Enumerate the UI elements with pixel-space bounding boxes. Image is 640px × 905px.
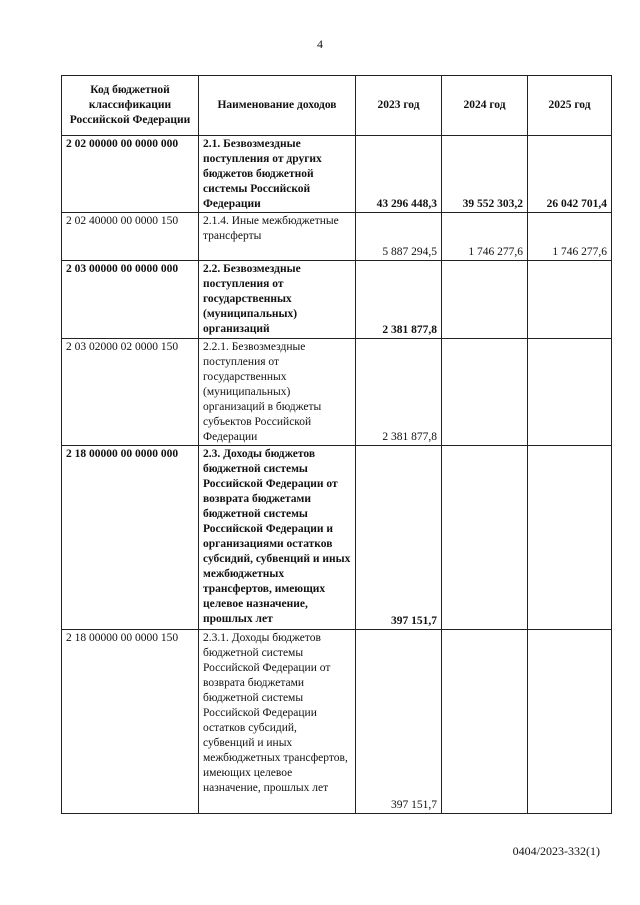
row-name: 2.2.1. Безвозмездные поступления от государственных (муниципальных) организаций в бюджеты субъектов Российской Федерации: [199, 339, 356, 446]
row-value-2025: [528, 339, 612, 446]
row-name: 2.3.1. Доходы бюджетов бюджетной системы Российской Федерации от возврата бюджетами бюджетной системы Российской Федерации остатков субсидий, субвенций и иных межбюджетных трансфертов, имеющих целевое назначение, прошлых лет: [199, 630, 356, 814]
table-row: [62, 136, 612, 213]
table-row: [62, 213, 612, 261]
row-value-2025: [528, 261, 612, 339]
row-value-2024: [442, 446, 528, 630]
row-value-2024: [442, 261, 528, 339]
header-2024: 2024 год: [442, 76, 528, 136]
row-value-2023: 397 151,7: [356, 446, 442, 630]
table-row: [62, 630, 612, 814]
table-row: [62, 446, 612, 630]
table-row: [62, 339, 612, 446]
row-value-2024: [442, 339, 528, 446]
row-value-2024: 39 552 303,2: [442, 136, 528, 213]
header-name: Наименование доходов: [199, 76, 356, 136]
row-name: 2.2. Безвозмездные поступления от государственных (муниципальных) организаций: [199, 261, 356, 339]
row-code: 2 18 00000 00 0000 000: [62, 446, 199, 630]
table-row: [62, 261, 612, 339]
table-header-row: [62, 76, 612, 136]
row-value-2023: 397 151,7: [356, 630, 442, 814]
revenue-table: [61, 75, 612, 814]
row-code: 2 18 00000 00 0000 150: [62, 630, 199, 814]
row-value-2023: 43 296 448,3: [356, 136, 442, 213]
row-code: 2 03 00000 00 0000 000: [62, 261, 199, 339]
row-value-2025: 1 746 277,6: [528, 213, 612, 261]
row-code: 2 02 00000 00 0000 000: [62, 136, 199, 213]
header-code: Код бюджетной классификации Российской Федерации: [62, 76, 199, 136]
header-2025: 2025 год: [528, 76, 612, 136]
row-code: 2 02 40000 00 0000 150: [62, 213, 199, 261]
row-value-2025: [528, 446, 612, 630]
row-name: 2.1. Безвозмездные поступления от других бюджетов бюджетной системы Российской Федерации: [199, 136, 356, 213]
row-value-2024: 1 746 277,6: [442, 213, 528, 261]
row-name: 2.1.4. Иные межбюджетные трансферты: [199, 213, 356, 261]
header-2023: 2023 год: [356, 76, 442, 136]
row-value-2025: 26 042 701,4: [528, 136, 612, 213]
row-value-2023: 5 887 294,5: [356, 213, 442, 261]
row-value-2025: [528, 630, 612, 814]
row-value-2024: [442, 630, 528, 814]
document-number: 0404/2023-332(1): [512, 844, 600, 858]
row-name: 2.3. Доходы бюджетов бюджетной системы Российской Федерации от возврата бюджетами бюджетной системы Российской Федерации и организациями остатков субсидий, субвенций и иных межбюджетных трансфертов, имеющих целевое назначение, прошлых лет: [199, 446, 356, 630]
row-value-2023: 2 381 877,8: [356, 261, 442, 339]
row-value-2023: 2 381 877,8: [356, 339, 442, 446]
page-number: 4: [317, 37, 323, 51]
row-code: 2 03 02000 02 0000 150: [62, 339, 199, 446]
